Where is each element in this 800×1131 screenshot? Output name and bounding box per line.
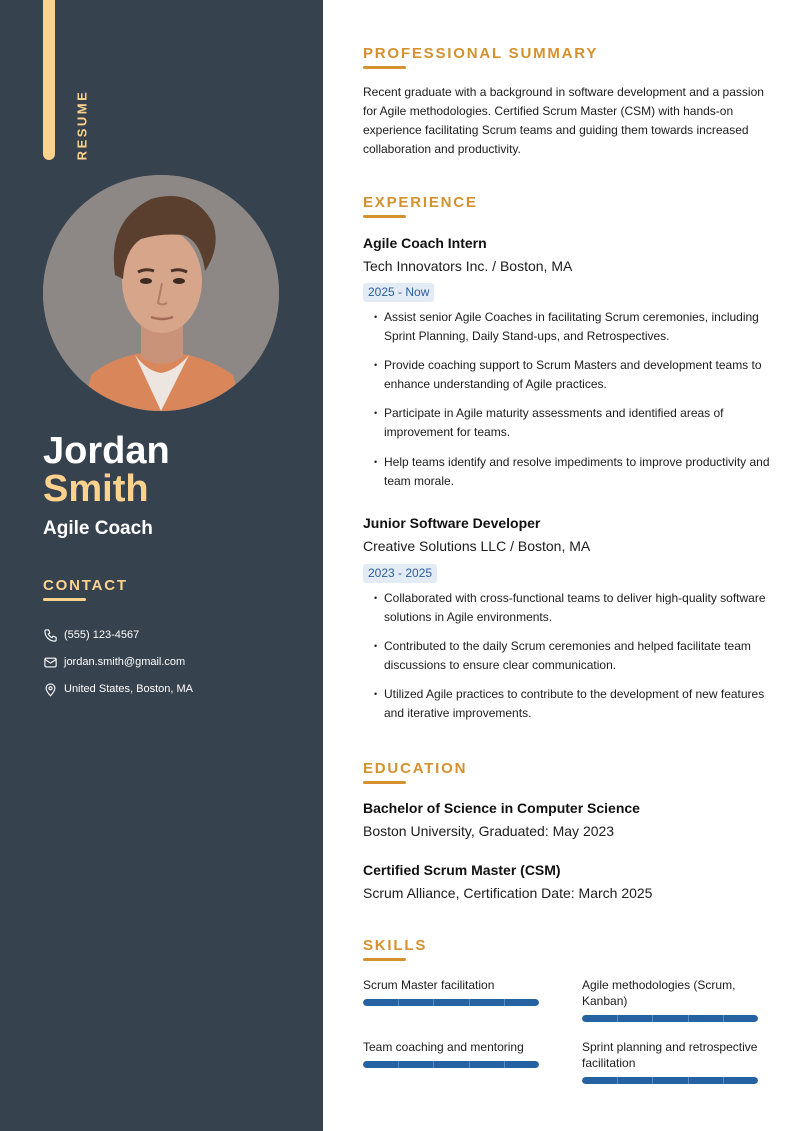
skill-segment-divider: [398, 999, 399, 1006]
skill-segment-divider: [433, 1061, 434, 1068]
experience-heading: EXPERIENCE: [363, 194, 478, 211]
skill-level-fill: [363, 1061, 539, 1068]
skill-segment-divider: [617, 1015, 618, 1022]
job-bullet: • Collaborated with cross-functional teams to deliver high-quality software solutions in Agile environments.: [374, 589, 774, 627]
summary-heading: PROFESSIONAL SUMMARY: [363, 45, 599, 62]
education-title: Bachelor of Science in Computer Science: [363, 800, 640, 816]
skill-segment-divider: [504, 1061, 505, 1068]
job-dates-badge: 2025 - Now: [363, 283, 434, 302]
skill-level-bar: [363, 999, 539, 1006]
contact-email-text: jordan.smith@gmail.com: [64, 656, 186, 668]
skill-name: Scrum Master facilitation: [363, 978, 495, 992]
skill-name: Sprint planning and retrospective facilitation: [582, 1040, 758, 1070]
contact-underline: [43, 598, 86, 601]
job-title: Agile Coach: [43, 518, 153, 539]
profile-photo: [43, 175, 279, 411]
job-bullet: • Contributed to the daily Scrum ceremonies and helped facilitate team discussions to ensure clear communication.: [374, 637, 774, 675]
resume-label: RESUME: [74, 89, 90, 161]
job-bullet: • Provide coaching support to Scrum Masters and development teams to enhance understanding of Agile practices.: [374, 356, 774, 394]
skill-segment-divider: [688, 1077, 689, 1084]
skill-segment-divider: [504, 999, 505, 1006]
education-subtitle: Scrum Alliance, Certification Date: March 2025: [363, 885, 653, 901]
skill-segment-divider: [469, 1061, 470, 1068]
job-role: Junior Software Developer: [363, 515, 541, 531]
job-company: Tech Innovators Inc. / Boston, MA: [363, 258, 573, 274]
email-icon: [43, 655, 58, 670]
skill-segment-divider: [469, 999, 470, 1006]
summary-underline: [363, 66, 406, 69]
summary-text: Recent graduate with a background in software development and a passion for Agile methodologies. Certified Scrum Master (CSM) with hands-on experience facilitating Scrum teams and guiding them towards increased collaboration and productivity.: [363, 85, 764, 156]
education-underline: [363, 781, 406, 784]
skill-segment-divider: [723, 1077, 724, 1084]
sidebar: [0, 0, 323, 1131]
skills-underline: [363, 958, 406, 961]
contact-phone: [43, 626, 139, 644]
location-pin-icon: [43, 682, 58, 697]
education-title: Certified Scrum Master (CSM): [363, 862, 561, 878]
skill-level-bar: [582, 1015, 758, 1022]
skill-segment-divider: [723, 1015, 724, 1022]
phone-icon: [43, 628, 58, 643]
resume-accent-bar: [43, 0, 55, 160]
job-bullet: • Help teams identify and resolve impediments to improve productivity and team morale.: [374, 453, 774, 491]
skill-name: Agile methodologies (Scrum, Kanban): [582, 978, 736, 1008]
contact-email: [43, 653, 185, 671]
skill-segment-divider: [652, 1077, 653, 1084]
job-company: Creative Solutions LLC / Boston, MA: [363, 538, 591, 554]
job-bullet: • Participate in Agile maturity assessments and identified areas of improvement for teams.: [374, 404, 774, 442]
contact-phone-text: (555) 123-4567: [64, 629, 140, 641]
skills-heading: SKILLS: [363, 937, 428, 954]
skill-name: Team coaching and mentoring: [363, 1040, 524, 1054]
job-role: Agile Coach Intern: [363, 235, 487, 251]
skill-level-fill: [363, 999, 539, 1006]
job-dates-badge: 2023 - 2025: [363, 564, 437, 583]
skill-level-bar: [363, 1061, 539, 1068]
skill-segment-divider: [617, 1077, 618, 1084]
skill-segment-divider: [688, 1015, 689, 1022]
education-subtitle: Boston University, Graduated: May 2023: [363, 823, 615, 839]
skill-level-bar: [582, 1077, 758, 1084]
skill-level-fill: [582, 1015, 758, 1022]
contact-location: [43, 680, 193, 698]
skill-level-fill: [582, 1077, 758, 1084]
education-heading: EDUCATION: [363, 760, 468, 777]
contact-heading: CONTACT: [43, 577, 128, 594]
job-bullet: • Assist senior Agile Coaches in facilitating Scrum ceremonies, including Sprint Planning, Daily Stand-ups, and Retrospectives.: [374, 308, 774, 346]
skill-segment-divider: [398, 1061, 399, 1068]
contact-location-text: United States, Boston, MA: [64, 683, 194, 695]
experience-underline: [363, 215, 406, 218]
job-bullet: • Utilized Agile practices to contribute to the development of new features and iterative improvements.: [374, 685, 774, 723]
skill-segment-divider: [652, 1015, 653, 1022]
first-name: Jordan: [43, 430, 170, 472]
last-name: Smith: [43, 468, 149, 510]
skill-segment-divider: [433, 999, 434, 1006]
